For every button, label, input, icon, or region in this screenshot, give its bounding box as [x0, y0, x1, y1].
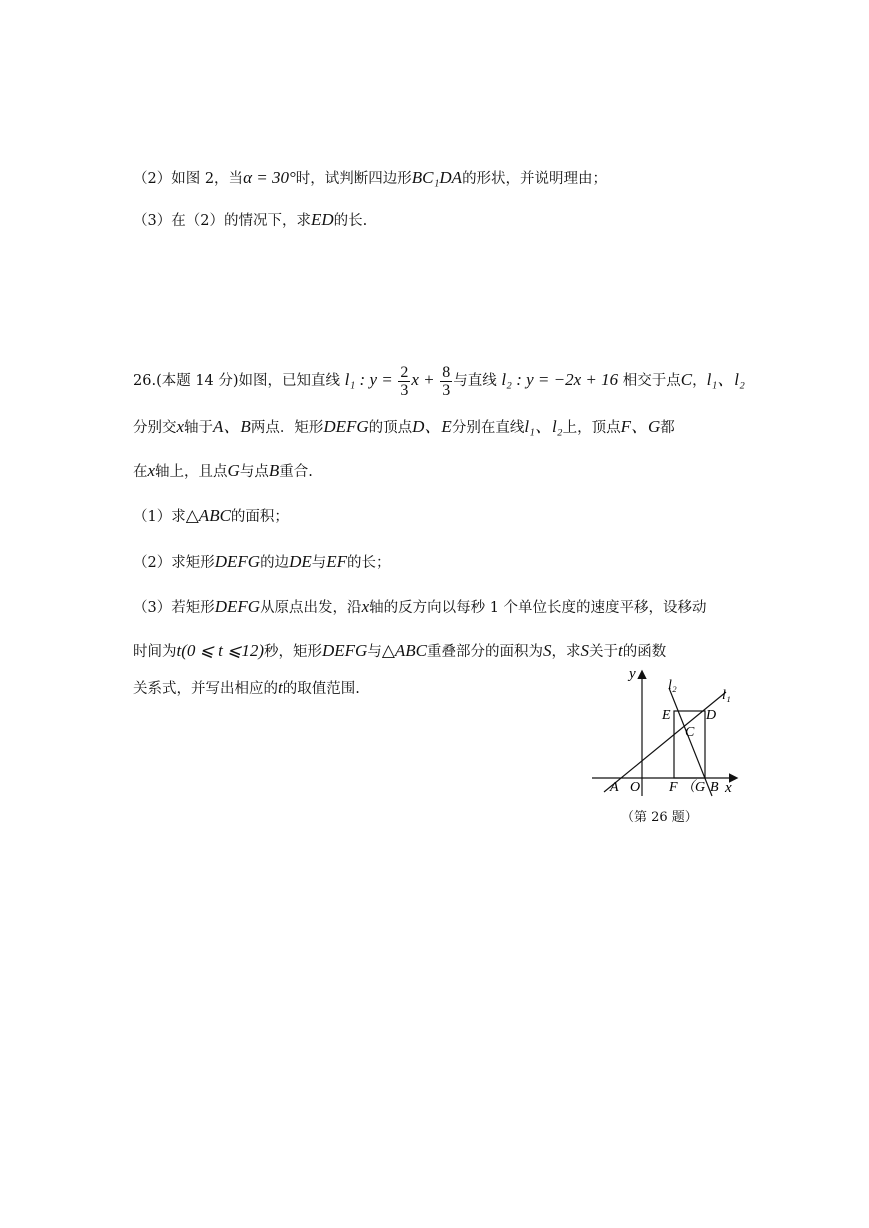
question-number: 26. [133, 373, 157, 389]
alpha-equation: α = 30° [243, 168, 296, 187]
label-g: （G [681, 780, 706, 795]
label-c: C [685, 725, 695, 740]
quad-name: BC₁DA [411, 168, 463, 187]
line-l1 [604, 692, 726, 792]
q26-line1: 26.(本题 14 分)如图，已知直线 l₁ : y = $\frac{2}{3}$ x + $\frac{8}{3}$ 与直线 l₂ : y = −2x + 16 相交于点C，l₁、l₂ [133, 363, 745, 399]
q26-part1: （1）求△ABC的面积； [133, 506, 289, 525]
label-f: F [669, 780, 678, 795]
label-d: D [706, 708, 717, 723]
label-b: B [710, 780, 719, 795]
q26-part3-line3: 关系式，并写出相应的t的取值范围. [133, 678, 360, 697]
label-o: O [630, 780, 641, 795]
label-e: E [662, 708, 671, 723]
q26-part3-line1: （3）若矩形DEFG从原点出发，沿x轴的反方向以每秒 1 个单位长度的速度平移，设移动 [133, 597, 707, 616]
label-l2: l₂ [668, 678, 677, 693]
l2-equation: l₂ : y = −2x + 16 [501, 370, 619, 389]
label-l1: l₁ [722, 688, 731, 703]
q26-part2: （2）求矩形DEFG的边DE与EF的长； [133, 552, 391, 571]
l1-equation-lhs: l₁ : y = [344, 370, 393, 389]
label-x: x [725, 780, 732, 796]
label-a: A [610, 780, 619, 795]
q26-line2: 分别交x轴于A、B两点．矩形DEFG的顶点D、E分别在直线l₁、l₂上，顶点F、G都 [133, 417, 675, 436]
q25-part2: （2）如图 2，当α = 30°时，试判断四边形BC₁DA的形状，并说明理由； [133, 168, 608, 187]
fraction-8-3: $\frac{8}{3}$ [442, 363, 451, 399]
q26-part3-line2: 时间为t(0 ⩽ t ⩽12)秒，矩形DEFG与△ABC重叠部分的面积为S，求S关于t的函数 [133, 641, 667, 660]
figure-caption: （第 26 题） [621, 810, 698, 825]
figure-26 [590, 668, 750, 800]
label-y: y [629, 668, 636, 682]
q25-part3: （3）在（2）的情况下，求ED的长. [133, 210, 368, 229]
q26-line3: 在x轴上，且点G与点B重合. [133, 461, 313, 480]
fraction-2-3: $\frac{2}{3}$ [400, 363, 409, 399]
